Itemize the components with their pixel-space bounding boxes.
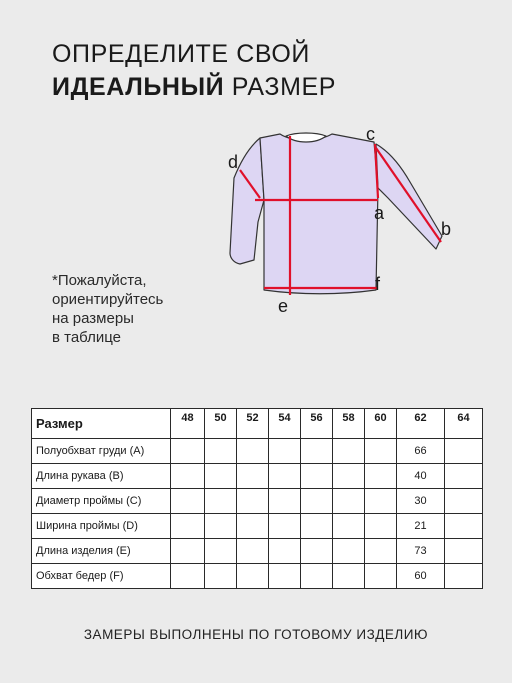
header-size: 48 <box>171 409 205 439</box>
label-c: c <box>366 124 375 144</box>
note-line: на размеры <box>52 310 134 327</box>
table-cell <box>445 489 483 514</box>
table-cell <box>365 439 397 464</box>
label-f: f <box>375 274 381 294</box>
table-cell <box>269 464 301 489</box>
table-cell <box>205 464 237 489</box>
table-cell <box>365 539 397 564</box>
table-cell <box>445 464 483 489</box>
table-cell <box>237 439 269 464</box>
table-cell <box>171 439 205 464</box>
table-cell <box>269 489 301 514</box>
table-cell <box>171 489 205 514</box>
size-table <box>31 408 483 589</box>
row-label: Диаметр проймы (C) <box>32 489 171 514</box>
row-label: Длина изделия (E) <box>32 539 171 564</box>
label-a: a <box>374 203 385 223</box>
table-row <box>32 489 483 514</box>
table-cell <box>205 539 237 564</box>
table-row <box>32 564 483 589</box>
table-cell: 30 <box>397 489 445 514</box>
page-title <box>52 38 336 104</box>
header-size: 56 <box>301 409 333 439</box>
table-cell <box>333 489 365 514</box>
table-cell <box>237 539 269 564</box>
table-cell <box>269 439 301 464</box>
table-cell: 66 <box>397 439 445 464</box>
note-line: *Пожалуйста, <box>52 272 147 289</box>
note-line: ориентируйтесь <box>52 291 164 308</box>
table-cell <box>445 514 483 539</box>
table-cell <box>301 564 333 589</box>
header-size-label: Размер <box>32 409 171 439</box>
table-cell <box>205 564 237 589</box>
header-size: 62 <box>397 409 445 439</box>
table-cell <box>301 539 333 564</box>
table-cell <box>333 539 365 564</box>
table-cell <box>205 514 237 539</box>
note-line: в таблице <box>52 329 121 346</box>
table-cell <box>445 439 483 464</box>
table-cell <box>333 439 365 464</box>
table-cell <box>237 564 269 589</box>
table-cell <box>237 514 269 539</box>
header-size: 50 <box>205 409 237 439</box>
table-cell: 40 <box>397 464 445 489</box>
table-cell <box>365 489 397 514</box>
garment-body <box>260 134 378 294</box>
table-cell <box>171 564 205 589</box>
table-cell <box>269 539 301 564</box>
table-cell <box>365 564 397 589</box>
table-cell <box>445 539 483 564</box>
header-size: 52 <box>237 409 269 439</box>
label-e: e <box>278 296 289 316</box>
table-cell <box>171 514 205 539</box>
table-cell <box>333 514 365 539</box>
header-size: 58 <box>333 409 365 439</box>
garment-diagram <box>220 118 460 318</box>
table-cell: 60 <box>397 564 445 589</box>
table-row <box>32 514 483 539</box>
table-cell <box>237 489 269 514</box>
header-size: 60 <box>365 409 397 439</box>
table-cell <box>365 464 397 489</box>
size-note <box>52 271 163 347</box>
table-row <box>32 439 483 464</box>
table-header-row <box>32 409 483 439</box>
table-cell: 73 <box>397 539 445 564</box>
table-cell <box>333 564 365 589</box>
table-cell <box>365 514 397 539</box>
row-label: Ширина проймы (D) <box>32 514 171 539</box>
table-cell <box>301 514 333 539</box>
table-row <box>32 539 483 564</box>
table-cell <box>205 489 237 514</box>
table-cell <box>445 564 483 589</box>
label-d: d <box>228 152 239 172</box>
header-size: 64 <box>445 409 483 439</box>
row-label: Длина рукава (B) <box>32 464 171 489</box>
label-b: b <box>441 219 452 239</box>
table-cell <box>269 564 301 589</box>
table-cell <box>301 439 333 464</box>
title-line-1: ОПРЕДЕЛИТЕ СВОЙ <box>52 40 310 68</box>
footer-note: ЗАМЕРЫ ВЫПОЛНЕНЫ ПО ГОТОВОМУ ИЗДЕЛИЮ <box>83 627 429 642</box>
table-cell: 21 <box>397 514 445 539</box>
row-label: Полуобхват груди (A) <box>32 439 171 464</box>
title-rest: РАЗМЕР <box>224 73 337 101</box>
table-row <box>32 464 483 489</box>
table-cell <box>171 539 205 564</box>
table-cell <box>301 489 333 514</box>
table-cell <box>237 464 269 489</box>
table-cell <box>205 439 237 464</box>
title-line-2 <box>52 71 336 104</box>
garment-shape <box>230 133 442 294</box>
title-bold-word: ИДЕАЛЬНЫЙ <box>52 73 225 101</box>
table-cell <box>301 464 333 489</box>
table-cell <box>171 464 205 489</box>
table-cell <box>269 514 301 539</box>
table-cell <box>333 464 365 489</box>
header-size: 54 <box>269 409 301 439</box>
row-label: Обхват бедер (F) <box>32 564 171 589</box>
